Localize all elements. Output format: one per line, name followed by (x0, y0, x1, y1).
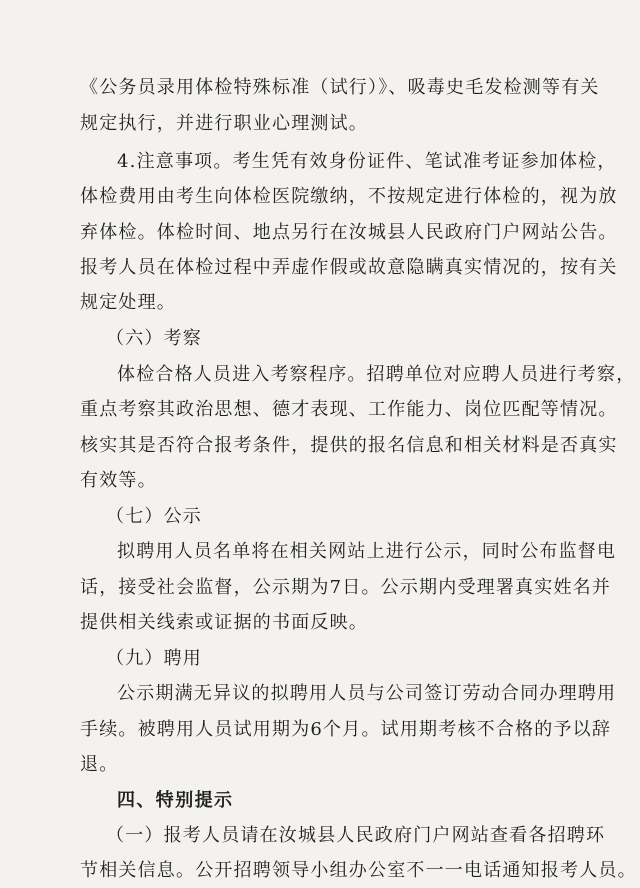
text-line-4: 体检费用由考生向体检医院缴纳，不按规定进行体检的，视为放 (80, 186, 618, 207)
text-line-20: 退。 (80, 754, 119, 775)
text-line-23: 节相关信息。公开招聘领导小组办公室不一一电话通知报考人员。 (80, 860, 637, 881)
text-line-7: 规定处理。 (80, 292, 176, 313)
text-line-10: 重点考察其政治思想、德才表现、工作能力、岗位匹配等情况。 (80, 399, 618, 420)
text-line-1: 《公务员录用体检特殊标准（试行）》、吸毒史毛发检测等有关 (80, 77, 600, 98)
section-heading-special-notice: 四、特别提示 (117, 790, 234, 811)
text-line-18: 公示期满无异议的拟聘用人员与公司签订劳动合同办理聘用 (117, 683, 617, 704)
text-line-5: 弃体检。体检时间、地点另行在汝城县人民政府门户网站公告。 (80, 222, 618, 243)
text-line-14: 拟聘用人员名单将在相关网站上进行公示，同时公布监督电 (117, 541, 617, 562)
text-line-11: 核实其是否符合报考条件，提供的报名信息和相关材料是否真实 (80, 435, 618, 456)
text-line-9: 体检合格人员进入考察程序。招聘单位对应聘人员进行考察， (117, 364, 636, 385)
section-heading-six: （六）考察 (106, 328, 202, 349)
text-line-19: 手续。被聘用人员试用期为6个月。试用期考核不合格的予以辞 (80, 719, 612, 740)
text-line-2: 规定执行，并进行职业心理测试。 (80, 113, 368, 134)
text-line-15: 话，接受社会监督，公示期为7日。公示期内受理署真实姓名并 (80, 577, 612, 598)
text-line-6: 报考人员在体检过程中弄虚作假或故意隐瞒真实情况的，按有关 (80, 257, 618, 278)
section-heading-seven: （七）公示 (106, 506, 202, 527)
text-line-22: （一）报考人员请在汝城县人民政府门户网站查看各招聘环 (106, 825, 606, 846)
text-line-12: 有效等。 (80, 470, 157, 491)
section-heading-nine: （九）聘用 (106, 648, 202, 669)
text-line-3: 4.注意事项。考生凭有效身份证件、笔试准考证参加体检， (117, 151, 617, 172)
text-line-16: 提供相关线索或证据的书面反映。 (80, 612, 368, 633)
